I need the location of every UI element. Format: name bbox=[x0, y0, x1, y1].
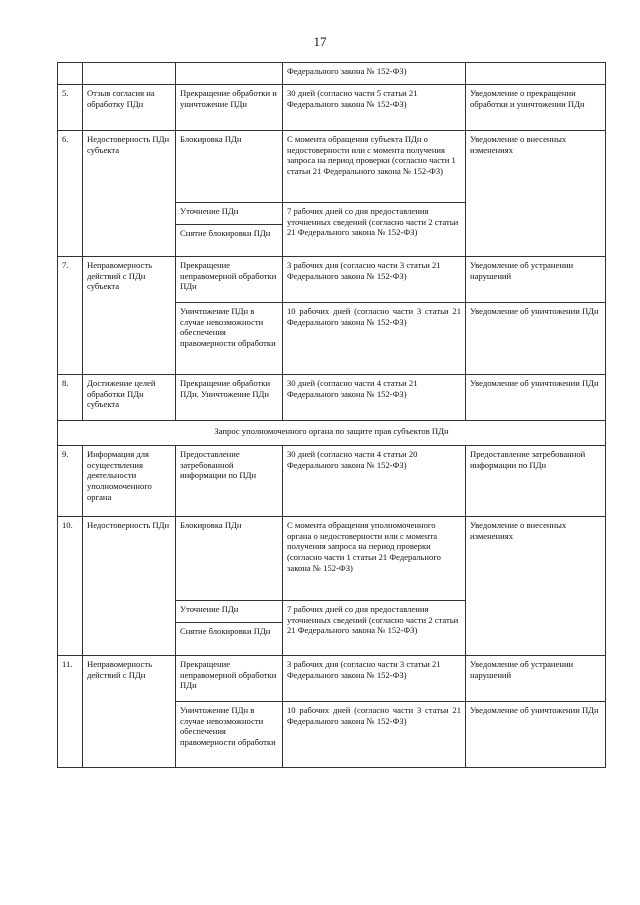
table-row bbox=[58, 375, 606, 421]
table-row bbox=[58, 63, 606, 85]
cell-condition: Достижение целей обработки ПДн субъекта bbox=[83, 375, 176, 421]
cell-term: С момента обращения субъекта ПДн о недостоверности или с момента получения запроса на период проверки (согласно части 1 статьи 21 Федерального закона № 152-ФЗ) bbox=[283, 131, 466, 203]
cell-action: Предоставление затребованной информации по ПДн bbox=[176, 446, 283, 517]
table-row bbox=[58, 517, 606, 601]
cell-action bbox=[176, 63, 283, 85]
cell-action: Уточнение ПДн bbox=[176, 601, 283, 623]
cell-condition: Недостоверность ПДн bbox=[83, 517, 176, 656]
cell-action: Прекращение обработки и уничтожение ПДн bbox=[176, 85, 283, 131]
cell-action: Снятие блокировки ПДн bbox=[176, 225, 283, 257]
cell-action: Уничтожение ПДн в случае невозможности обеспечения правомерности обработки bbox=[176, 303, 283, 375]
cell-action: Прекращение обработки ПДн. Уничтожение ПДн bbox=[176, 375, 283, 421]
cell-condition: Отзыв согласия на обработку ПДн bbox=[83, 85, 176, 131]
section-heading: Запрос уполномоченного органа по защите прав субъектов ПДн bbox=[58, 421, 606, 446]
cell-term: С момента обращения уполномоченного органа о недостоверности или с момента получения запроса на период проверки (согласно части 1 статьи 21 Федерального закона № 152-ФЗ) bbox=[283, 517, 466, 601]
cell-action: Блокировка ПДн bbox=[176, 517, 283, 601]
cell-response: Уведомление об уничтожении ПДн bbox=[466, 303, 606, 375]
cell-condition: Неправомерность действий с ПДн bbox=[83, 656, 176, 768]
cell-number: 8. bbox=[58, 375, 83, 421]
cell-response: Уведомление об устранении нарушений bbox=[466, 257, 606, 303]
cell-term: 7 рабочих дней со дня предоставления уточненных сведений (согласно части 2 статьи 21 Федерального закона № 152-ФЗ) bbox=[283, 601, 466, 656]
cell-action: Уточнение ПДн bbox=[176, 203, 283, 225]
pdn-response-table bbox=[57, 62, 606, 768]
table-row bbox=[58, 656, 606, 702]
cell-response: Уведомление о внесенных изменениях bbox=[466, 131, 606, 257]
cell-term: 30 дней (согласно части 4 статьи 21 Федерального закона № 152-ФЗ) bbox=[283, 375, 466, 421]
cell-condition: Недостоверность ПДн субъекта bbox=[83, 131, 176, 257]
cell-term: 7 рабочих дней со дня предоставления уточненных сведений (согласно части 2 статьи 21 Федерального закона № 152-ФЗ) bbox=[283, 203, 466, 257]
cell-number: 5. bbox=[58, 85, 83, 131]
cell-term: 10 рабочих дней (согласно части 3 статьи 21 Федерального закона № 152-ФЗ) bbox=[283, 303, 466, 375]
cell-term: 3 рабочих дня (согласно части 3 статьи 21 Федерального закона № 152-ФЗ) bbox=[283, 257, 466, 303]
page-number: 17 bbox=[313, 34, 327, 49]
cell-response: Уведомление об уничтожении ПДн bbox=[466, 375, 606, 421]
table-row bbox=[58, 131, 606, 203]
cell-number: 7. bbox=[58, 257, 83, 375]
cell-action: Уничтожение ПДн в случае невозможности обеспечения правомерности обработки bbox=[176, 702, 283, 768]
cell-response: Предоставление затребованной информации по ПДн bbox=[466, 446, 606, 517]
cell-condition: Информация для осуществления деятельности уполномоченного органа bbox=[83, 446, 176, 517]
cell-action: Снятие блокировки ПДн bbox=[176, 623, 283, 656]
cell-response bbox=[466, 63, 606, 85]
cell-number: 9. bbox=[58, 446, 83, 517]
table-row bbox=[58, 446, 606, 517]
table-row bbox=[58, 257, 606, 303]
cell-number: 11. bbox=[58, 656, 83, 768]
cell-term: 30 дней (согласно части 5 статьи 21 Федерального закона № 152-ФЗ) bbox=[283, 85, 466, 131]
cell-response: Уведомление о прекращении обработки и уничтожении ПДн bbox=[466, 85, 606, 131]
cell-number bbox=[58, 63, 83, 85]
cell-response: Уведомление об уничтожении ПДн bbox=[466, 702, 606, 768]
cell-number: 10. bbox=[58, 517, 83, 656]
cell-term: 3 рабочих дня (согласно части 3 статьи 21 Федерального закона № 152-ФЗ) bbox=[283, 656, 466, 702]
cell-response: Уведомление об устранении нарушений bbox=[466, 656, 606, 702]
cell-condition: Неправомерность действий с ПДн субъекта bbox=[83, 257, 176, 375]
cell-action: Прекращение неправомерной обработки ПДн bbox=[176, 656, 283, 702]
cell-term: 30 дней (согласно части 4 статьи 20 Федерального закона № 152-ФЗ) bbox=[283, 446, 466, 517]
cell-action: Блокировка ПДн bbox=[176, 131, 283, 203]
cell-condition bbox=[83, 63, 176, 85]
cell-term: Федерального закона № 152-ФЗ) bbox=[283, 63, 466, 85]
table-row bbox=[58, 85, 606, 131]
cell-term: 10 рабочих дней (согласно части 3 статьи 21 Федерального закона № 152-ФЗ) bbox=[283, 702, 466, 768]
cell-response: Уведомление о внесенных изменениях bbox=[466, 517, 606, 656]
cell-number: 6. bbox=[58, 131, 83, 257]
cell-action: Прекращение неправомерной обработки ПДн bbox=[176, 257, 283, 303]
section-row bbox=[58, 421, 606, 446]
